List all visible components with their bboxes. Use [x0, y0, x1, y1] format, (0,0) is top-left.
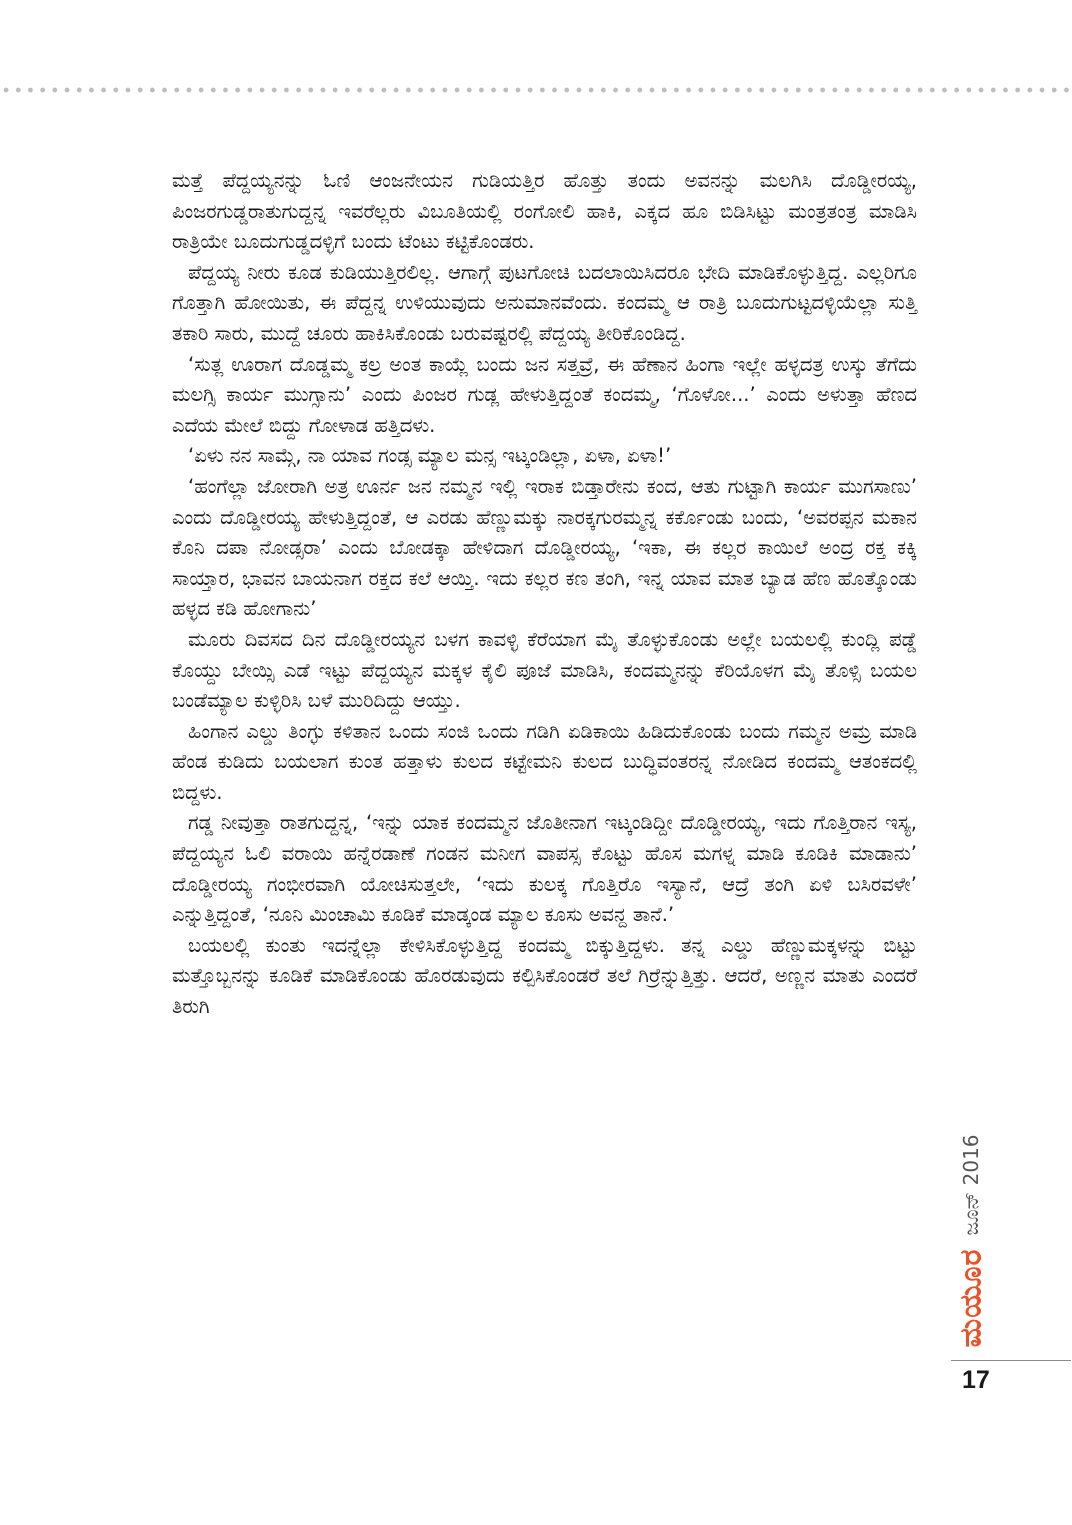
- paragraph: ಪೆದ್ದಯ್ಯ ನೀರು ಕೂಡ ಕುಡಿಯುತ್ತಿರಲಿಲ್ಲ. ಆಗಾಗ್ಗೆ ಪುಟಗೋಚಿ ಬದಲಾಯಿಸಿದರೂ ಭೇದಿ ಮಾಡಿಕೊಳ್ಳುತ್ತಿದ್ದ. ಎಲ್ಲರಿಗೂ ಗೊತ್ತಾಗಿ ಹೋಯಿತು, ಈ ಪೆದ್ದನ್ನ ಉಳಿಯುವುದು ಅನುಮಾನವೆಂದು. ಕಂದಮ್ಮ ಆ ರಾತ್ರಿ ಬೂದುಗುಟ್ಟದಳ್ಳಿಯೆಲ್ಲಾ ಸುತ್ತಿ ತಕಾರಿ ಸಾರು, ಮುದ್ದೆ ಚೂರು ಹಾಕಿಸಿಕೊಂಡು ಬರುವಷ್ಟರಲ್ಲಿ ಪೆದ್ದಯ್ಯ ತೀರಿಕೊಂಡಿದ್ದ.: [172, 260, 917, 345]
- paragraph: ‘ಹಂಗೆಲ್ಲಾ ಜೋರಾಗಿ ಅತ್ರ ಊರ್ನ ಜನ ನಮ್ಮನ ಇಲ್ಲಿ ಇರಾಕ ಬಿಡ್ತಾರೇನು ಕಂದ, ಆತು ಗುಟ್ಟಾಗಿ ಕಾರ್ಯ ಮುಗಸಾಣು’ ಎಂದು ದೊಡ್ಡೀರಯ್ಯ ಹೇಳುತ್ತಿದ್ದಂತೆ, ಆ ಎರಡು ಹೆಣ್ಣುಮಕ್ಕು ನಾರಕ್ಕಗುರಮ್ಮನ್ನ ಕರ್ಕೊಂಡು ಬಂದು, ‘ಅವರಪ್ಪನ ಮಕಾನ ಕೊನಿ ದಪಾ ನೋಡ್ಸರಾ’ ಎಂದು ಬೋಡಕ್ಕಾ ಹೇಳಿದಾಗ ದೊಡ್ಡೀರಯ್ಯ, ‘ಇಕಾ, ಈ ಕಲ್ಲರ ಕಾಯಿಲೆ ಅಂದ್ರ ರಕ್ತ ಕಕ್ಕಿ ಸಾಯ್ತಾರ, ಭಾವನ ಬಾಯನಾಗ ರಕ್ತದ ಕಲೆ ಆಯ್ತಿ. ಇದು ಕಲ್ಲರ ಕಣ ತಂಗಿ, ಇನ್ನ ಯಾವ ಮಾತ ಬ್ಯಾಡ ಹೆಣ ಹೊತ್ಕೊಂಡು ಹಳ್ಳದ ಕಡಿ ಹೋಗಾನು’: [172, 474, 917, 621]
- paragraph: ಬಯಲಲ್ಲಿ ಕುಂತು ಇದನ್ನೆಲ್ಲಾ ಕೇಳಿಸಿಕೊಳ್ಳುತ್ತಿದ್ದ ಕಂದಮ್ಮ ಬಿಕ್ಕುತ್ತಿದ್ದಳು. ತನ್ನ ಎಲ್ಡು ಹೆಣ್ಣುಮಕ್ಕಳನ್ನು ಬಿಟ್ಟು ಮತ್ತೊಬ್ಬನನ್ನು ಕೂಡಿಕೆ ಮಾಡಿಕೊಂಡು ಹೊರಡುವುದು ಕಲ್ಪಿಸಿಕೊಂಡರೆ ತಲೆ ಗಿರ್ರೆನ್ನುತ್ತಿತ್ತು. ಆದರೆ, ಅಣ್ಣನ ಮಾತು ಎಂದರೆ ತಿರುಗಿ: [172, 933, 917, 1019]
- paragraph: ಮೂರು ದಿವಸದ ದಿನ ದೊಡ್ಡೀರಯ್ಯನ ಬಳಗ ಕಾವಳ್ಳಿ ಕೆರೆಯಾಗ ಮೈ ತೊಳ್ಳುಕೊಂಡು ಅಲ್ಲೇ ಬಯಲಲ್ಲಿ ಕುಂದ್ಲಿ ಪಡ್ಡೆ ಕೊಯ್ದು ಬೇಯ್ಸಿ ಎಡೆ ಇಟ್ಟು ಪೆದ್ದಯ್ಯನ ಮಕ್ಕಳ ಕೈಲಿ ಪೂಜೆ ಮಾಡಿಸಿ, ಕಂದಮ್ಮನನ್ನು ಕೆರಿಯೊಳಗ ಮೈ ತೊಳ್ಸಿ ಬಯಲ ಬಂಡೆಮ್ಯಾಲ ಕುಳ್ಳಿರಿಸಿ ಬಳೆ ಮುರಿದಿದ್ದು ಆಯ್ತು.: [172, 627, 917, 713]
- paragraph: ಹಿಂಗಾನ ಎಲ್ಡು ತಿಂಗ್ಳು ಕಳಿತಾನ ಒಂದು ಸಂಜಿ ಒಂದು ಗಡಿಗಿ ಏಡಿಕಾಯಿ ಹಿಡಿದುಕೊಂಡು ಬಂದು ಗಮ್ಮನ ಅಮ್ರ ಮಾಡಿ ಹೆಂಡ ಕುಡಿದು ಬಯಲಾಗ ಕುಂತ ಹತ್ತಾಳು ಕುಲದ ಕಟ್ಟೇಮನಿ ಕುಲದ ಬುದ್ಧಿವಂತರನ್ನ ನೋಡಿದ ಕಂದಮ್ಮ ಆತಂಕದಲ್ಲಿ ಬಿದ್ದಳು.: [172, 719, 917, 804]
- paragraph: ‘ಏಳು ನನ ಸಾಮ್ಗೆ, ನಾ ಯಾವ ಗಂಡ್ಸ ಮ್ಯಾಲ ಮನ್ಸ ಇಟ್ಕಂಡಿಲ್ಲಾ, ಏಳಾ, ಏಳಾ!’: [188, 444, 672, 468]
- paragraph: ಮತ್ತೆ ಪೆದ್ದಯ್ಯನನ್ನು ಓಣಿ ಆಂಜನೇಯನ ಗುಡಿಯತ್ತಿರ ಹೊತ್ತು ತಂದು ಅವನನ್ನು ಮಲಗಿಸಿ ದೊಡ್ಡೀರಯ್ಯ, ಪಿಂಜರಗುಡ್ಡರಾತುಗುದ್ದನ್ನ ಇವರೆಲ್ಲರು ವಿಬೂತಿಯಲ್ಲಿ ರಂಗೋಲಿ ಹಾಕಿ, ಎಕ್ಕದ ಹೂ ಬಿಡಿಸಿಟ್ಟು ಮಂತ್ರತಂತ್ರ ಮಾಡಿಸಿ ರಾತ್ರಿಯೇ ಬೂದುಗುಡ್ಡದಳ್ಳಿಗೆ ಬಂದು ಟೆಂಟು ಕಟ್ಟಿಕೊಂಡರು.: [172, 169, 917, 254]
- page-number-rule: [951, 1360, 1071, 1361]
- issue-date: ಜೂನ್ 2016: [959, 1134, 983, 1236]
- article-body: [172, 166, 917, 1023]
- paragraph: ಗಡ್ಡ ನೀವುತ್ತಾ ರಾತಗುದ್ದನ್ನ, ‘ಇನ್ನು ಯಾಕ ಕಂದಮ್ಮನ ಜೊತೀನಾಗ ಇಟ್ಕಂಡಿದ್ದೀ ದೊಡ್ಡೀರಯ್ಯ, ಇದು ಗೊತ್ತಿರಾನ ಇಸ್ಯ, ಪೆದ್ದಯ್ಯನ ಓಲಿ ವರಾಯಿ ಹನ್ನೆರಡಾಣೆ ಗಂಡನ ಮನೀಗ ವಾಪಸ್ಸ ಕೊಟ್ಟು ಹೊಸ ಮಗಳ್ನ ಮಾಡಿ ಕೂಡಿಕಿ ಮಾಡಾನು’ ದೊಡ್ಡೀರಯ್ಯ ಗಂಭೀರವಾಗಿ ಯೋಚಿಸುತ್ತಲೇ, ‘ಇದು ಕುಲಕ್ಕ ಗೊತ್ತಿರೊ ಇಸ್ಯಾನೆ, ಆದ್ರೆ ತಂಗಿ ಏಳಿ ಬಸಿರವಳೇ’ ಎನ್ನುತ್ತಿದ್ದಂತೆ, ‘ನೂನಿ ಮಿಂಚಾಮಿ ಕೂಡಿಕೆ ಮಾಡ್ಕಂಡ ಮ್ಯಾಲ ಕೂಸು ಅವನ್ದ ತಾನೆ.’: [172, 811, 917, 927]
- page-number: 17: [962, 1366, 990, 1394]
- paragraph: ‘ಸುತ್ಲ ಊರಾಗ ದೊಡ್ಡಮ್ಮ ಕಲ್ರ ಅಂತ ಕಾಯ್ಲೆ ಬಂದು ಜನ ಸತ್ತವ್ರೆ, ಈ ಹೆಣಾನ ಹಿಂಗಾ ಇಲ್ಲೇ ಹಳ್ಳದತ್ರ ಉಸ್ಕು ತೆಗೆದು ಮಲಗ್ಸಿ ಕಾರ್ಯ ಮುಗ್ಸಾನು’ ಎಂದು ಪಿಂಜರ ಗುಡ್ಲ ಹೇಳುತ್ತಿದ್ದಂತೆ ಕಂದಮ್ಮ, ‘ಗೊಳೋ...’ ಎಂದು ಅಳುತ್ತಾ ಹೆಣದ ಎದೆಯ ಮೇಲೆ ಬಿದ್ದು ಗೋಳಾಡ ಹತ್ತಿದಳು.: [172, 352, 917, 437]
- dotted-header-rule: [0, 86, 1072, 94]
- magazine-logo: ಮಯೂರ: [953, 1248, 989, 1348]
